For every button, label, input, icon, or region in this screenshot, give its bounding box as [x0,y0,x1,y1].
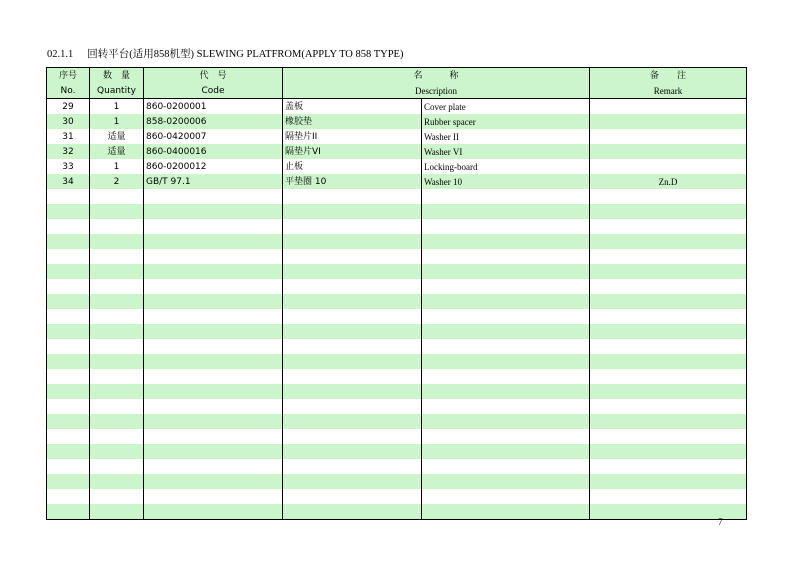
cell-no [47,504,90,520]
cell-quantity [90,429,144,444]
cell-name-cn [283,504,422,520]
cell-name-en [422,219,590,234]
cell-code [144,339,283,354]
page-title [47,46,403,61]
cell-remark [590,429,747,444]
header-description-cn: 名 称 [283,68,590,84]
cell-quantity [90,369,144,384]
table-row [47,264,747,279]
cell-remark [590,414,747,429]
cell-quantity [90,219,144,234]
cell-name-cn [283,324,422,339]
cell-name-cn [283,414,422,429]
cell-quantity [90,339,144,354]
cell-remark [590,129,747,144]
table-row [47,204,747,219]
cell-name-en [422,339,590,354]
cell-name-en [422,264,590,279]
table-row [47,114,747,129]
cell-name-cn: 隔垫片II [283,129,422,144]
cell-code [144,219,283,234]
cell-quantity [90,459,144,474]
cell-name-en [422,504,590,520]
cell-name-cn [283,204,422,219]
cell-remark [590,204,747,219]
cell-quantity: 2 [90,174,144,189]
cell-code [144,399,283,414]
cell-name-cn [283,339,422,354]
cell-name-en [422,354,590,369]
cell-name-en [422,204,590,219]
table-row [47,354,747,369]
table-row [47,174,747,189]
cell-quantity: 1 [90,99,144,115]
table-row [47,309,747,324]
cell-no [47,414,90,429]
cell-code: 860-0200001 [144,99,283,115]
cell-quantity [90,264,144,279]
cell-remark [590,489,747,504]
cell-name-cn [283,489,422,504]
cell-code [144,294,283,309]
cell-no [47,489,90,504]
cell-remark [590,309,747,324]
cell-name-cn [283,399,422,414]
cell-remark [590,459,747,474]
cell-name-en [422,459,590,474]
table-row [47,429,747,444]
cell-name-en [422,489,590,504]
cell-name-cn: 平垫圈 10 [283,174,422,189]
cell-name-cn: 止板 [283,159,422,174]
cell-name-cn [283,444,422,459]
cell-code [144,279,283,294]
cell-quantity [90,249,144,264]
cell-code [144,384,283,399]
cell-name-en [422,294,590,309]
cell-name-cn: 橡胶垫 [283,114,422,129]
cell-quantity: 1 [90,114,144,129]
cell-no: 31 [47,129,90,144]
parts-table-header [47,68,747,99]
cell-name-cn [283,474,422,489]
cell-no [47,444,90,459]
parts-table [46,67,747,520]
header-remark-en: Remark [590,83,747,99]
table-row [47,249,747,264]
cell-name-cn [283,219,422,234]
table-row [47,414,747,429]
cell-name-en [422,234,590,249]
cell-name-cn [283,459,422,474]
cell-no [47,294,90,309]
cell-no: 33 [47,159,90,174]
table-row [47,459,747,474]
cell-quantity: 适量 [90,129,144,144]
cell-no: 29 [47,99,90,115]
cell-remark [590,444,747,459]
table-row [47,384,747,399]
cell-code: GB/T 97.1 [144,174,283,189]
cell-remark [590,279,747,294]
cell-name-en [422,189,590,204]
cell-name-cn [283,249,422,264]
cell-no [47,309,90,324]
cell-remark [590,189,747,204]
cell-name-en [422,249,590,264]
cell-name-en [422,309,590,324]
cell-code [144,504,283,520]
cell-name-en: Washer VI [422,144,590,159]
cell-name-en [422,324,590,339]
cell-name-en: Rubber spacer [422,114,590,129]
cell-code [144,429,283,444]
cell-name-cn [283,294,422,309]
cell-code [144,414,283,429]
header-code-cn: 代 号 [144,68,283,84]
table-row [47,129,747,144]
cell-name-en [422,279,590,294]
cell-quantity [90,234,144,249]
cell-remark [590,384,747,399]
page-number: 7 [718,517,723,527]
cell-code [144,264,283,279]
cell-code [144,249,283,264]
cell-remark [590,99,747,115]
header-quantity-en: Quantity [90,83,144,99]
cell-remark [590,144,747,159]
cell-remark [590,399,747,414]
cell-no: 34 [47,174,90,189]
cell-code [144,309,283,324]
cell-no [47,279,90,294]
cell-name-cn [283,234,422,249]
cell-name-en [422,369,590,384]
cell-quantity: 适量 [90,144,144,159]
header-description-en: Description [283,83,590,99]
header-no-cn: 序号 [47,68,90,84]
cell-no [47,459,90,474]
cell-quantity [90,294,144,309]
cell-name-en [422,444,590,459]
section-number: 02.1.1 [47,49,74,60]
cell-remark [590,159,747,174]
cell-remark [590,324,747,339]
table-row [47,369,747,384]
table-row [47,144,747,159]
cell-quantity [90,204,144,219]
header-quantity-cn: 数 量 [90,68,144,84]
cell-no [47,354,90,369]
cell-quantity [90,324,144,339]
cell-code [144,459,283,474]
table-row [47,324,747,339]
cell-code [144,234,283,249]
cell-quantity [90,489,144,504]
cell-name-cn [283,279,422,294]
table-row [47,504,747,520]
cell-name-cn [283,384,422,399]
cell-name-cn: 盖板 [283,99,422,115]
cell-code: 860-0200012 [144,159,283,174]
cell-quantity [90,504,144,520]
table-row [47,279,747,294]
cell-no [47,399,90,414]
cell-remark [590,339,747,354]
table-row [47,189,747,204]
cell-remark [590,369,747,384]
cell-name-en: Washer 10 [422,174,590,189]
table-row [47,234,747,249]
cell-no [47,384,90,399]
cell-code: 860-0420007 [144,129,283,144]
cell-name-en [422,414,590,429]
cell-no: 32 [47,144,90,159]
cell-remark [590,249,747,264]
cell-code [144,474,283,489]
cell-quantity [90,189,144,204]
header-code-en: Code [144,83,283,99]
cell-remark [590,354,747,369]
cell-name-en [422,384,590,399]
cell-code [144,204,283,219]
cell-name-cn [283,264,422,279]
cell-quantity: 1 [90,159,144,174]
section-title: 回转平台(适用858机型) SLEWING PLATFROM(APPLY TO 858 TYPE) [87,49,404,60]
cell-remark: Zn.D [590,174,747,189]
cell-remark [590,474,747,489]
cell-no [47,369,90,384]
cell-quantity [90,444,144,459]
cell-quantity [90,399,144,414]
cell-quantity [90,414,144,429]
cell-name-en [422,429,590,444]
cell-code: 858-0200006 [144,114,283,129]
table-row [47,399,747,414]
cell-no [47,474,90,489]
cell-quantity [90,474,144,489]
header-remark-cn: 备 注 [590,68,747,84]
cell-name-cn: 隔垫片VI [283,144,422,159]
cell-name-cn [283,429,422,444]
cell-name-cn [283,354,422,369]
cell-no [47,324,90,339]
cell-code [144,444,283,459]
cell-code [144,189,283,204]
cell-no [47,264,90,279]
cell-name-en [422,399,590,414]
cell-code [144,369,283,384]
cell-quantity [90,384,144,399]
table-row [47,99,747,115]
parts-table-body [47,99,747,520]
cell-code [144,489,283,504]
cell-quantity [90,354,144,369]
cell-quantity [90,279,144,294]
table-row [47,219,747,234]
cell-remark [590,234,747,249]
table-row [47,339,747,354]
cell-name-cn [283,189,422,204]
table-row [47,444,747,459]
cell-remark [590,114,747,129]
header-no-en: No. [47,83,90,99]
cell-remark [590,264,747,279]
cell-no [47,234,90,249]
cell-remark [590,219,747,234]
cell-name-cn [283,309,422,324]
table-row [47,159,747,174]
cell-name-en: Washer II [422,129,590,144]
cell-name-en: Cover plate [422,99,590,115]
cell-no [47,249,90,264]
table-row [47,489,747,504]
cell-no [47,189,90,204]
cell-remark [590,294,747,309]
table-row [47,294,747,309]
cell-code [144,324,283,339]
cell-no [47,204,90,219]
table-row [47,474,747,489]
cell-no [47,339,90,354]
cell-no: 30 [47,114,90,129]
cell-code [144,354,283,369]
cell-no [47,429,90,444]
cell-code: 860-0400016 [144,144,283,159]
cell-name-en: Locking-board [422,159,590,174]
cell-name-en [422,474,590,489]
cell-name-cn [283,369,422,384]
cell-no [47,219,90,234]
cell-quantity [90,309,144,324]
